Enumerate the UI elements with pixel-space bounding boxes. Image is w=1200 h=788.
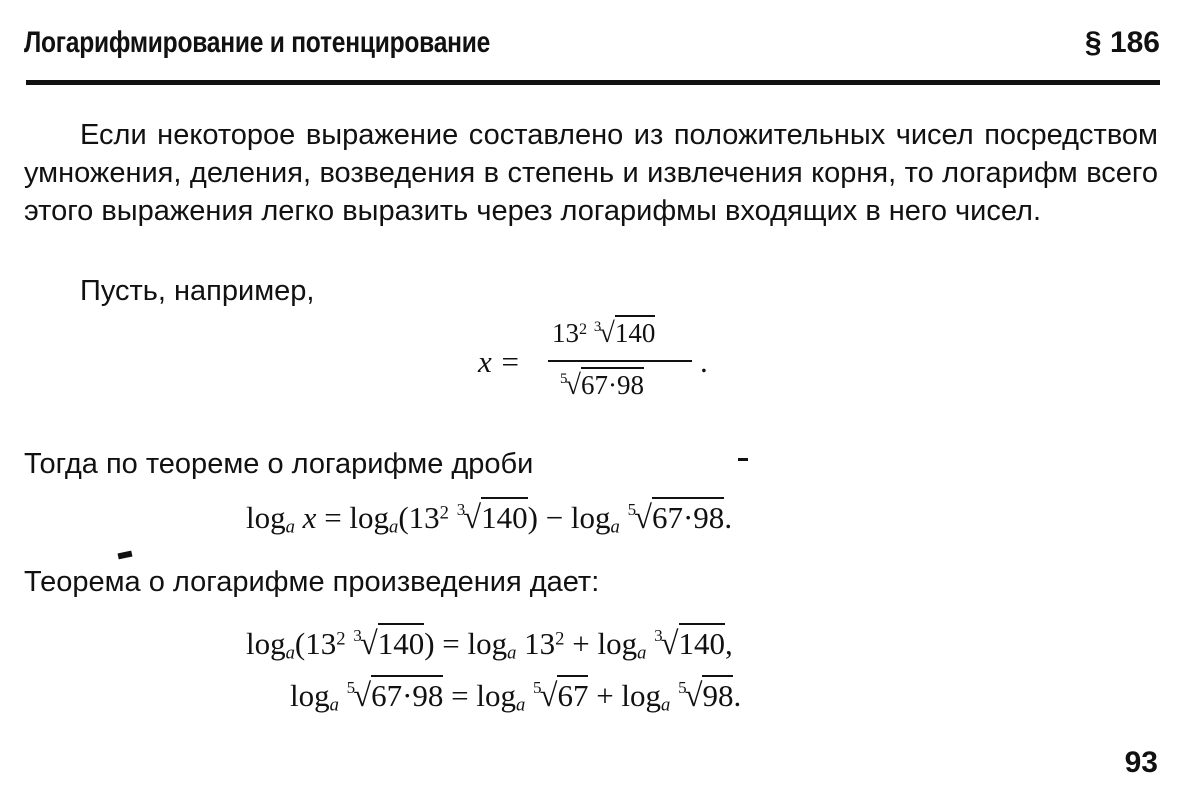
cube-root-radicand: 140: [615, 315, 656, 348]
product-log-formula-2: [290, 678, 741, 717]
cube-root-radicand: 140: [481, 497, 528, 535]
log-text: log: [597, 626, 638, 661]
log-base: a: [610, 516, 620, 538]
cube-root-radicand: 140: [378, 623, 425, 661]
fifth-root-index: 5: [346, 678, 356, 698]
log-base: a: [661, 694, 671, 716]
period: .: [724, 500, 733, 535]
example-line: Пусть, например,: [80, 275, 315, 307]
cube-root-index: 3: [654, 626, 663, 646]
fifth-root-radicand: 67·98: [652, 497, 724, 535]
fifth-root-index: 5: [560, 370, 568, 387]
radical-sign-icon: √: [539, 678, 558, 714]
header-title: Логарифмирование и потенцирование: [24, 26, 491, 59]
log-base: a: [637, 642, 647, 664]
open-paren: (: [398, 500, 409, 535]
numerator-exponent: 2: [579, 319, 588, 338]
log-text: log: [349, 500, 390, 535]
log-text: log: [570, 500, 611, 535]
intro-paragraph: Если некоторое выражение составлено из положительных чисел посредством умножения, деления, возведения в степень и извлечения корня, то логарифм всего этого выражения легко выразить через логарифмы входящих в него чисел.: [24, 119, 1158, 227]
log-text: log: [290, 678, 330, 713]
numerator-base: 13: [552, 318, 579, 348]
fraction-numerator: [552, 318, 655, 350]
print-speck: [118, 551, 133, 560]
base-13: 13: [408, 500, 440, 535]
fifth-root-index: 5: [533, 678, 542, 698]
cube-root-index: 3: [593, 318, 602, 335]
radical-sign-icon: √: [684, 678, 703, 714]
fifth-root: [560, 370, 644, 402]
cube-root-index: 3: [353, 626, 362, 646]
radical-sign-icon: √: [660, 626, 679, 662]
radical-sign-icon: √: [353, 678, 372, 714]
page-number: 93: [1124, 746, 1158, 779]
quotient-log-formula: [246, 500, 732, 539]
print-speck: [738, 458, 748, 461]
close-paren: ): [424, 626, 435, 661]
fifth-root: [678, 678, 733, 715]
exponent-2: 2: [555, 628, 565, 650]
radical-sign-icon: √: [463, 500, 482, 536]
header-rule: [26, 80, 1160, 85]
fifth-root-radicand: 67: [557, 675, 588, 713]
product-log-formula-1: [246, 626, 733, 665]
log-base: a: [285, 516, 295, 538]
log-text: log: [246, 500, 286, 535]
section-number: § 186: [1084, 26, 1160, 59]
cube-root-index: 3: [456, 500, 466, 520]
radical-sign-icon: √: [634, 500, 652, 536]
radical-sign-icon: √: [599, 318, 615, 349]
equals-sign: =: [451, 678, 469, 713]
quotient-theorem-line: Тогда по теореме о логарифме дроби: [24, 448, 534, 480]
log-base: a: [507, 642, 517, 664]
base-13: 13: [524, 626, 556, 661]
cube-root-radicand: 140: [679, 623, 726, 661]
log-base: a: [329, 694, 339, 716]
fifth-root-index: 5: [678, 678, 687, 698]
cube-root: [594, 318, 655, 350]
fifth-root-index: 5: [627, 500, 637, 520]
radical-sign-icon: √: [565, 370, 581, 401]
formula-dot: .: [700, 344, 708, 379]
cube-root: [654, 626, 725, 663]
close-paren: ): [527, 500, 538, 535]
period: .: [733, 678, 742, 713]
log-base: a: [389, 516, 399, 538]
formula-x-lhs: x =: [478, 344, 521, 379]
exponent-2: 2: [336, 628, 346, 650]
plus-sign: +: [572, 626, 590, 661]
equals-sign: =: [324, 500, 342, 535]
fraction-bar: [548, 360, 692, 362]
fifth-root-radicand: 67·98: [581, 367, 644, 400]
log-base: a: [285, 642, 295, 664]
fifth-root: [628, 500, 725, 537]
log-text: log: [476, 678, 516, 713]
base-13: 13: [305, 626, 337, 661]
fifth-root-radicand: 67·98: [371, 675, 443, 713]
radical-sign-icon: √: [359, 626, 378, 662]
log-text: log: [246, 626, 286, 661]
plus-sign: +: [596, 678, 614, 713]
product-theorem-line: Теорема о логарифме произведения дает:: [24, 566, 600, 598]
fifth-root-radicand: 98: [702, 675, 733, 713]
cube-root: [353, 626, 424, 663]
log-base: a: [516, 694, 526, 716]
fifth-root: [347, 678, 444, 715]
cube-root: [457, 500, 528, 537]
exponent-2: 2: [439, 502, 449, 524]
log-text: log: [467, 626, 508, 661]
open-paren: (: [294, 626, 306, 661]
var-x: x: [302, 500, 317, 535]
minus-sign: −: [545, 500, 564, 535]
fifth-root: [533, 678, 588, 715]
comma: ,: [725, 626, 733, 661]
fraction-denominator: [560, 370, 644, 402]
equals-sign: =: [442, 626, 460, 661]
log-text: log: [621, 678, 662, 713]
